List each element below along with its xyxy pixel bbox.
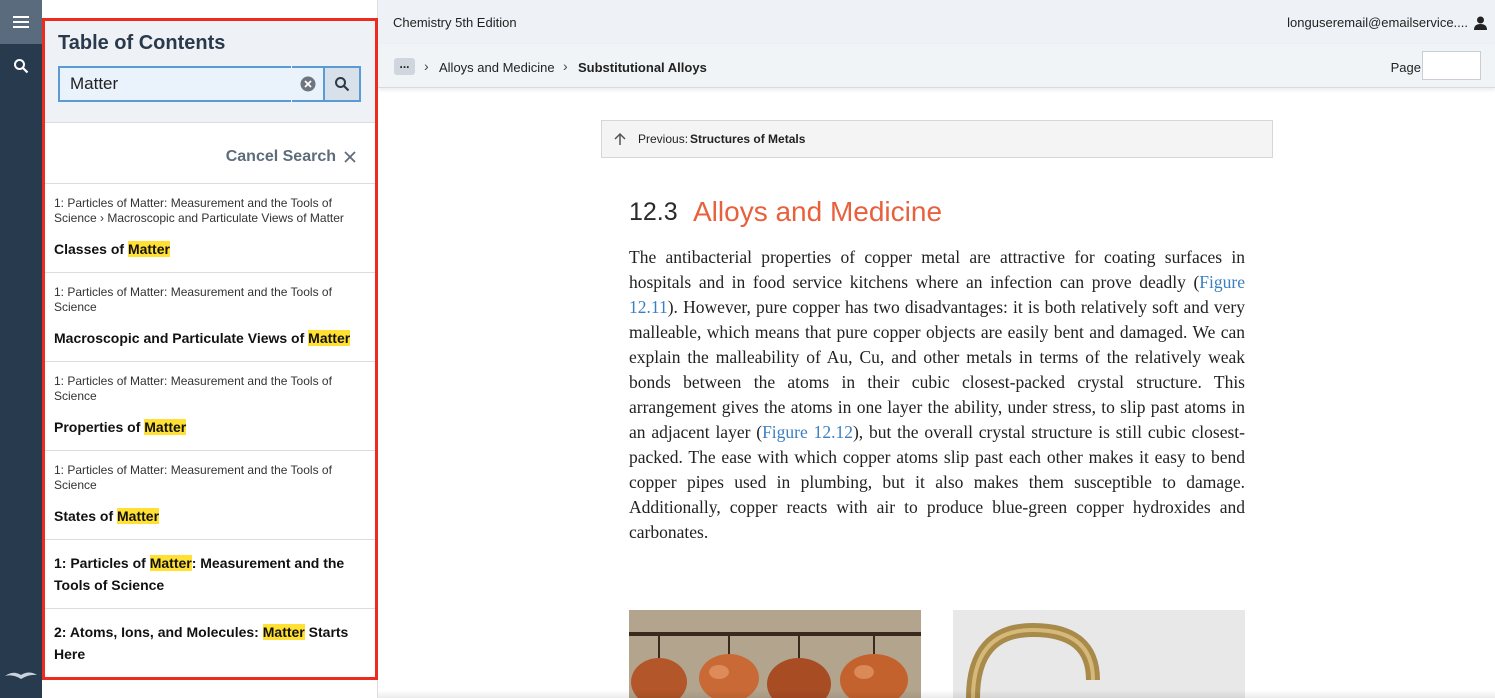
result-highlight: Matter [149,555,192,571]
result-title-text: 2: Atoms, Ions, and Molecules: [54,624,263,640]
search-result[interactable] [42,609,378,678]
breadcrumb [378,44,1495,88]
toc-panel [42,0,378,698]
result-highlight: Matter [127,241,170,257]
result-title-text: 1: Particles of [54,555,150,571]
result-highlight: Matter [262,624,305,640]
search-result[interactable] [42,451,378,540]
clear-search-button[interactable] [292,66,324,102]
result-title [54,238,362,260]
result-title [54,552,362,596]
search-result[interactable] [42,184,378,273]
book-title: Chemistry 5th Edition [393,15,517,30]
brass-faucet-image [953,610,1245,698]
result-title-text: States of [54,508,118,524]
result-highlight: Matter [117,508,160,524]
toc-title: Table of Contents [58,32,226,54]
user-icon [1474,16,1487,30]
toc-search-button[interactable] [323,66,361,102]
result-title-text: Properties of [54,419,145,435]
user-menu[interactable] [1287,15,1487,30]
result-highlight: Matter [144,419,187,435]
cancel-search-label: Cancel Search [225,148,336,165]
search-result[interactable] [42,273,378,362]
chevron-right-icon: › [563,58,568,74]
body-paragraph [629,245,1245,545]
result-title-text: Classes of [54,241,128,257]
result-title-text: : Measurement and the Tools of Science [54,555,345,593]
search-result[interactable] [42,362,378,451]
result-title [54,505,362,527]
toc-header [42,18,378,123]
result-title [54,327,362,349]
result-title-text: Starts Here [54,624,349,662]
figure-link[interactable]: Figure 12.11 [629,272,1245,317]
chevron-right-icon: › [424,58,429,74]
rail-search-button[interactable] [0,44,42,88]
menu-icon [13,15,29,29]
search-icon [334,76,350,92]
result-crumb: 1: Particles of Matter: Measurement and the Tools of Science [54,463,332,492]
section-title: Alloys and Medicine [693,196,943,227]
page-label: Page [1390,60,1421,75]
previous-title: Structures of Metals [690,132,806,146]
user-email: longuseremail@emailservice.... [1287,15,1468,30]
copper-pots-image [629,610,921,698]
cancel-search-button[interactable] [226,148,356,166]
top-bar [378,0,1495,44]
toc-search-input[interactable] [58,66,291,102]
breadcrumb-item[interactable]: Alloys and Medicine [439,60,555,75]
result-title-text: Macroscopic and Particulate Views of [54,330,309,346]
paragraph-text: ). However, pure copper has two disadvantages: it is both relatively soft and very malleable, which means that pure copper objects are easily bent and damaged. We can explain the malleability of Au, Cu, and other metals in terms of the relatively weak bonds between the atoms in their cubic closest-packed crystal structure. This arrangement gives the atoms in one layer the ability, under stress, to slip past atoms in an adjacent layer ( [629,297,1245,442]
breadcrumb-current: Substitutional Alloys [578,60,707,75]
result-title [54,621,362,665]
previous-label: Previous: [638,132,689,146]
previous-section-link[interactable] [601,120,1273,158]
search-result[interactable] [42,540,378,609]
search-icon [13,58,29,74]
menu-button[interactable] [0,0,42,44]
cancel-search-row [42,124,378,184]
result-crumb: 1: Particles of Matter: Measurement and the Tools of Science [54,374,332,403]
paragraph-text: The antibacterial properties of copper metal are attractive for coating surfaces in hospitals and in food service kitchens where an infection can prove deadly ( [629,247,1245,292]
clear-icon [300,76,316,92]
paragraph-text: ), but the overall crystal structure is still cubic closest-packed. The ease with which copper atoms slip past each other makes it easy to bend copper pipes used in plumbing, but it also makes them susceptible to damage. Additionally, copper reacts with air to produce blue-green copper hydroxides and carbonates. [629,422,1245,542]
section-number: 12.3 [629,198,678,226]
result-highlight: Matter [308,330,351,346]
bottom-shadow [378,690,1495,698]
logo-icon [4,666,38,682]
result-title [54,416,362,438]
result-crumb: 1: Particles of Matter: Measurement and the Tools of Science › Macroscopic and Particulate Views of Matter [54,196,344,225]
left-rail [0,0,42,698]
result-crumb: 1: Particles of Matter: Measurement and the Tools of Science [54,285,332,314]
figure-link[interactable]: Figure 12.12 [762,422,853,442]
close-icon [344,151,356,163]
breadcrumb-more-button[interactable]: ... [394,58,415,75]
arrow-up-icon [614,132,626,146]
page-number-input[interactable] [1422,51,1481,80]
search-results [42,184,378,678]
